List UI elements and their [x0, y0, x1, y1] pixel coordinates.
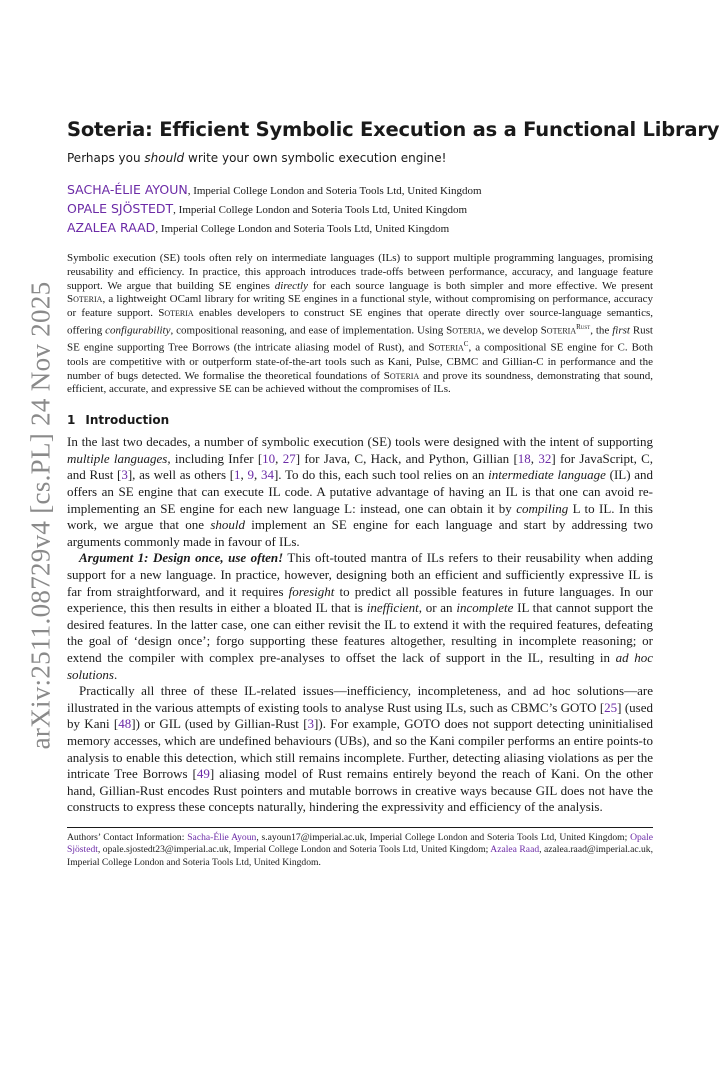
section-number: 1 — [67, 413, 76, 428]
author-name[interactable]: AZALEA RAAD — [67, 220, 156, 235]
author-affiliation: , Imperial College London and Soteria Tools Ltd, United Kingdom — [173, 204, 467, 216]
citation-link[interactable]: 34 — [260, 467, 274, 483]
paragraph: Argument 1: Design once, use often! This oft-touted mantra of ILs refers to their reusability when adding support for a new language. In practice, however, designing both an efficient and sufficiently expressive IL is far from straightforward, and it requires foresight to predict all possible features in future languages. In our experience, this then results in either a bloated IL that is inefficient, or an incomplete IL that cannot support the desired features. In the latter case, one can either revisit the IL to extend it with the required features, defeating the goal of ‘design once’; forgo supporting these features altogether, resulting in incomplete reasoning; or extend the compiler with complex pre-analyses to offset the lack of support in the IL, resulting in ad hoc solutions. — [67, 550, 653, 682]
author-line — [67, 200, 653, 219]
paragraph: Practically all three of these IL-related issues—inefficiency, incompleteness, and ad hoc solutions—are illustrated in the various attempts of existing tools to analyse Rust using ILs, such as CBMC’s GOTO [25] (used by Kani [48]) or GIL (used by Gillian-Rust [3]). For example, GOTO does not support detecting uninitialised memory accesses, which are undefined behaviours (UBs), and so the Kani compiler performs an entire points-to analysis to enable this detection, which still remains incomplete. Further, detecting aliasing violations as per the intricate Tree Borrows [49] aliasing model of Rust remains entirely beyond the reach of Kani. On the other hand, Gillian-Rust encodes Rust pointers and mutable borrows in creative ways because GIL does not have the constructs to express these concepts naturally, hindering the expressivity and efficiency of the analysis. — [67, 683, 654, 815]
abstract: Symbolic execution (SE) tools often rely on intermediate languages (ILs) to support multiple programming languages, promising reusability and efficiency. In practice, this approach introduces trade-offs between performance, accuracy, and language feature support. We argue that building SE engines directly for each source language is both simpler and more effective. We present Soteria, a lightweight OCaml library for writing SE engines in a functional style, without compromising on performance, accuracy or feature support. Soteria enables developers to construct SE engines that operate directly over source-language semantics, offering configurability, compositional reasoning, and ease of implementation. Using Soteria, we develop Soteria$^{Rust}$, the first Rust SE engine supporting Tree Borrows (the intricate aliasing model of Rust), and Soteria$^C$, a compositional SE engine for C. Both tools are competitive with or outperform state-of-the-art tools such as Kani, Pulse, CBMC and Gillian-C in performance and the number of bugs detected. We formalise the theoretical foundations of Soteria and prove its soundness, demonstrating that sound, efficient, accurate, and expressive SE can be achieved without the compromises of ILs. — [67, 252, 654, 396]
contact-footnote: Authors’ Contact Information: Sacha-Élie Ayoun, s.ayoun17@imperial.ac.uk, Imperial College London and Soteria Tools Ltd, United Kingdom; Opale Sjöstedt, opale.sjostedt23@imperial.ac.uk, Imperial College London and Soteria Tools Ltd, United Kingdom; Azalea Raad, azalea.raad@imperial.ac.uk, Imperial College London and Soteria Tools Ltd, United Kingdom. — [67, 831, 653, 868]
paper-subtitle: Perhaps you should write your own symbolic execution engine! — [67, 151, 447, 165]
author-list — [67, 181, 653, 238]
citation-link[interactable]: 18 — [517, 450, 531, 466]
arxiv-sidebar-stamp — [18, 281, 63, 749]
section-title: Introduction — [85, 413, 170, 428]
citation-link[interactable]: 10 — [262, 450, 276, 466]
author-link[interactable]: Sacha-Élie Ayoun — [187, 831, 257, 843]
citation-link[interactable]: 49 — [196, 766, 210, 782]
author-name[interactable]: OPALE SJÖSTEDT — [67, 201, 174, 216]
author-link[interactable]: Opale Sjöstedt — [67, 831, 653, 856]
paragraph: In the last two decades, a number of symbolic execution (SE) tools were designed with the intent of supporting multiple languages, including Infer [10, 27] for Java, C, Hack, and Python, Gillian [18, 32] for JavaScript, C, and Rust [3], as well as others [1, 9, 34]. To do this, each such tool relies on an intermediate language (IL) and offers an SE engine that can execute IL code. A putative advantage of having an IL is that one can avoid re-implementing an SE engine for each new language L: instead, one can obtain it by compiling L to IL. In this work, we argue that one should implement an SE engine for each language and start by addressing two arguments commonly made in favour of ILs. — [67, 434, 654, 549]
citation-link[interactable]: 48 — [118, 716, 132, 732]
author-name[interactable]: SACHA-ÉLIE AYOUN — [67, 182, 188, 197]
citation-link[interactable]: 27 — [282, 450, 296, 466]
author-affiliation: , Imperial College London and Soteria Tools Ltd, United Kingdom — [155, 223, 450, 235]
argument-lead: Argument 1: Design once, use often! — [79, 550, 284, 566]
citation-link[interactable]: 32 — [538, 450, 552, 466]
author-line — [67, 219, 653, 238]
section-heading — [67, 413, 653, 428]
footnote-rule — [67, 827, 653, 828]
arxiv-id: arXiv:2511.08729v4 [cs.PL] 24 Nov 2025 — [25, 281, 56, 749]
paper-title: Soteria: Efficient Symbolic Execution as a Functional Library — [67, 118, 720, 141]
paper-page — [67, 118, 720, 869]
citation-link[interactable]: 3 — [121, 467, 128, 483]
body-text — [67, 434, 653, 816]
author-line — [67, 181, 653, 200]
author-affiliation: , Imperial College London and Soteria Tools Ltd, United Kingdom — [187, 185, 482, 197]
citation-link[interactable]: 1 — [234, 467, 241, 483]
author-link[interactable]: Azalea Raad — [490, 844, 540, 856]
citation-link[interactable]: 3 — [307, 716, 315, 732]
citation-link[interactable]: 9 — [247, 467, 254, 483]
citation-link[interactable]: 25 — [604, 699, 618, 715]
